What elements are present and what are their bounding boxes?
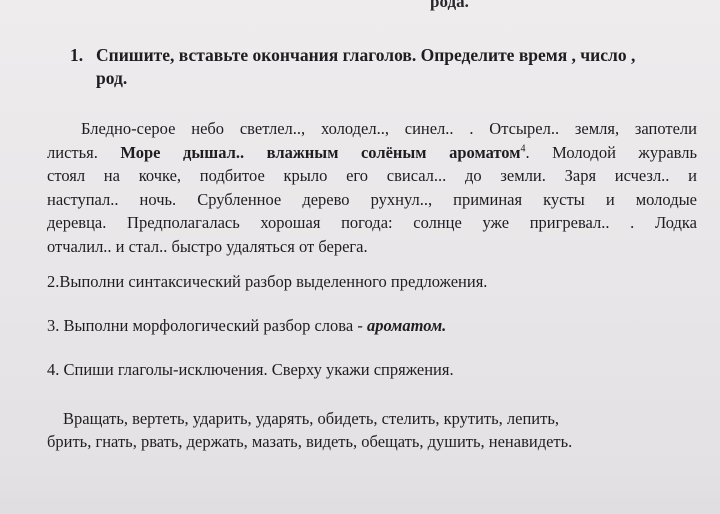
exceptions-line-2: брить, гнать, рвать, держать, мазать, видеть, обещать, душить, ненавидеть. [47, 431, 573, 451]
text-line-5: деревца. Предполагалась хорошая погода: солнце уже пригревал.. . Лодка [47, 213, 697, 232]
task-1-title-line-2: род. [96, 68, 128, 88]
highlighted-sentence: Море дышал.. влажным солёным ароматом [120, 142, 521, 162]
exceptions-line-1: Вращать, вертеть, ударить, ударять, обидеть, стелить, крутить, лепить, [63, 409, 559, 428]
task-3-target-word: ароматом. [366, 316, 447, 335]
exercise-text [47, 117, 697, 258]
text-line-2-end: . Молодой журавль [525, 142, 697, 162]
task-1-heading [70, 44, 700, 90]
task-1-title-line-1: Спишите, вставьте окончания глаголов. Определите время , число , [96, 45, 636, 65]
exception-verbs-list [47, 408, 687, 453]
text-line-1: Бледно-серое небо светлел.., холодел.., синел.. . Отсырел.. земля, запотели [81, 119, 697, 138]
footnote-marker: 4 [520, 143, 526, 154]
task-3-text: 3. Выполни морфологический разбор слова - [47, 316, 367, 335]
text-line-4: наступал.. ночь. Срубленное дерево рухнул.., приминая кусты и молодые [47, 189, 697, 209]
text-line-3: стоял на кочке, подбитое крыло его свисал... до земли. Заря исчезл.. и [47, 166, 697, 185]
task-3 [47, 316, 446, 336]
page-bottom-shadow [0, 470, 720, 514]
cut-off-header-fragment: рода. [430, 0, 469, 11]
text-line-2-start: листья. [47, 142, 121, 162]
text-line-2 [47, 141, 697, 165]
text-line-6: отчалил.. и стал.. быстро удаляться от берега. [47, 236, 368, 256]
task-4: 4. Спиши глаголы-исключения. Сверху укажи спряжения. [47, 360, 454, 379]
task-2: 2.Выполни синтаксический разбор выделенного предложения. [47, 272, 488, 291]
task-1-number: 1. [70, 45, 84, 65]
